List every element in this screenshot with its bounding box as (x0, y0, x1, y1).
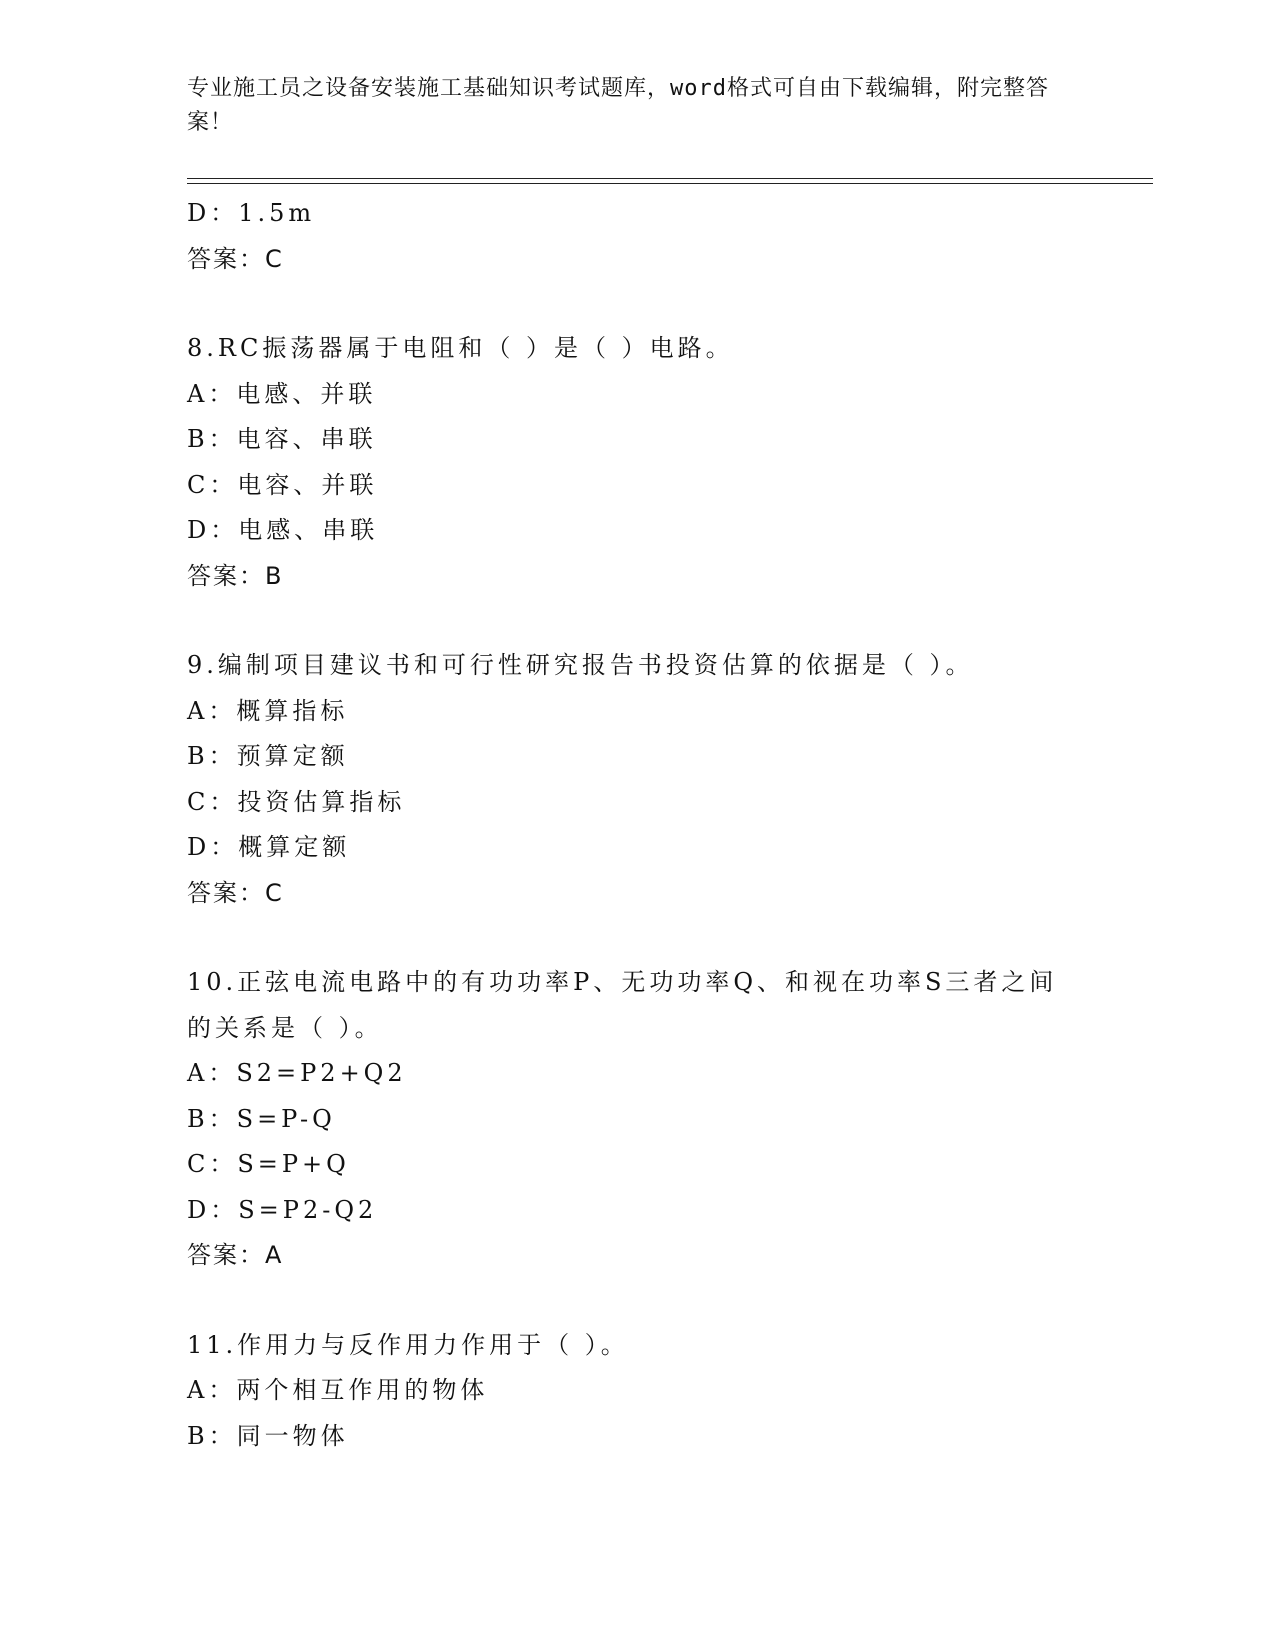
spacer (187, 282, 1153, 326)
question-8-option-b: B：电容、串联 (187, 425, 377, 453)
question-10-text: 10.正弦电流电路中的有功功率P、无功功率Q、和视在功率S三者之间的关系是（ ）。 (187, 968, 1058, 1042)
question-10-option-c: C：S=P+Q (187, 1150, 350, 1178)
answer-line: 答案：C (187, 244, 284, 273)
question-10-answer: 答案：A (187, 1241, 284, 1269)
spacer (187, 599, 1153, 643)
question-8-option-a: A：电感、并联 (187, 379, 377, 408)
question-11-text: 11.作用力与反作用力作用于（ ）。 (187, 1330, 629, 1359)
spacer (187, 1279, 1153, 1323)
question-8-text: 8.RC振荡器属于电阻和（ ）是（ ）电路。 (187, 334, 734, 362)
document-header-title: 专业施工员之设备安装施工基础知识考试题库，word格式可自由下载编辑，附完整答案！ (187, 76, 1049, 135)
question-8-option-d: D：电感、串联 (187, 516, 379, 544)
question-9-answer: 答案：C (187, 878, 284, 907)
spacer (187, 916, 1153, 960)
question-11-option-a: A：两个相互作用的物体 (187, 1376, 489, 1404)
question-10-option-b: B：S=P-Q (187, 1104, 336, 1133)
question-11-option-b: B：同一物体 (187, 1421, 349, 1450)
option-d: D：1.5m (187, 199, 316, 227)
header-divider-top (187, 178, 1153, 179)
question-9-option-d: D：概算定额 (187, 833, 351, 861)
question-9-option-c: C：投资估算指标 (187, 787, 406, 816)
question-8-option-c: C：电容、并联 (187, 470, 378, 499)
question-9-option-a: A：概算指标 (187, 696, 349, 725)
question-list (187, 191, 1153, 1459)
question-9-option-b: B：预算定额 (187, 742, 349, 770)
question-10-option-d: D：S=P2-Q2 (187, 1195, 378, 1224)
question-10-option-a: A：S2=P2+Q2 (187, 1059, 407, 1087)
question-8-answer: 答案：B (187, 561, 284, 590)
question-9-text: 9.编制项目建议书和可行性研究报告书投资估算的依据是（ ）。 (187, 651, 974, 679)
header-divider-bottom (187, 183, 1153, 184)
